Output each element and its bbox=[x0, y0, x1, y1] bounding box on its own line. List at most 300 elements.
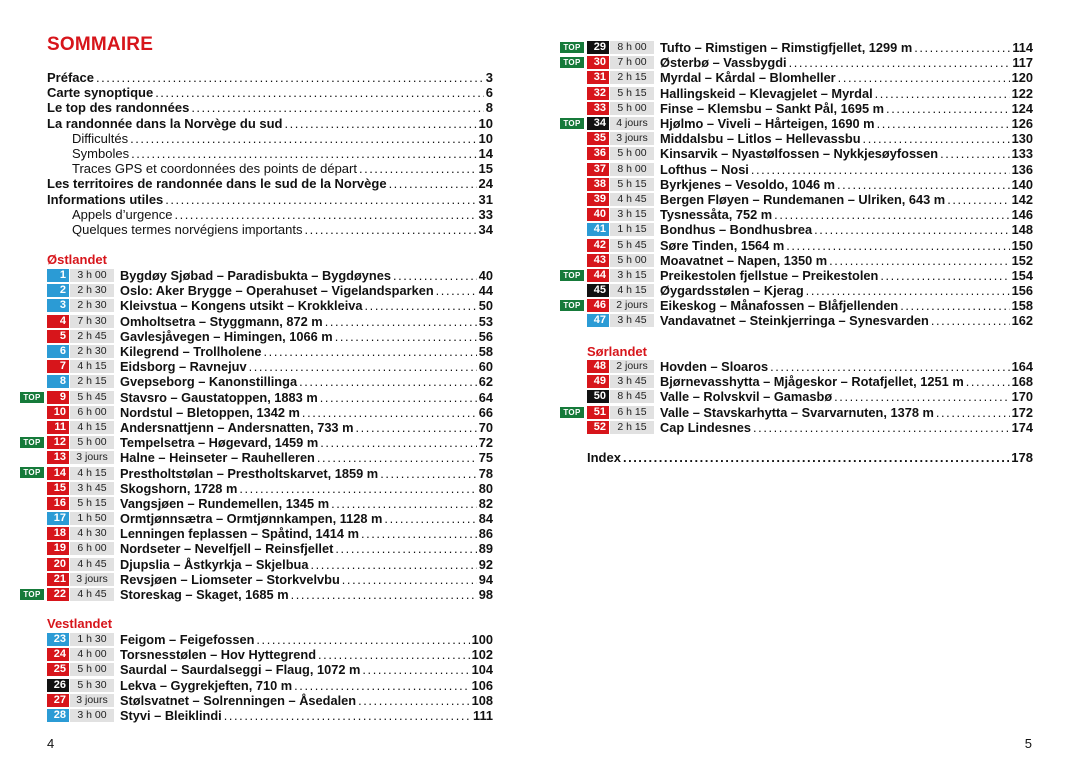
route-duration: 2 h 15 bbox=[610, 421, 654, 434]
route-number-badge: 11 bbox=[47, 421, 69, 434]
route-entry[interactable] bbox=[587, 222, 1033, 237]
route-title: Cap Lindesnes bbox=[660, 419, 752, 435]
route-duration: 2 h 45 bbox=[70, 330, 114, 343]
route-page: 70 bbox=[478, 419, 493, 435]
route-title: Myrdal – Kårdal – Blomheller bbox=[660, 70, 836, 86]
route-title: Bygdøy Sjøbad – Paradisbukta – Bygdøynes bbox=[120, 268, 391, 284]
leader-dots bbox=[355, 420, 476, 435]
route-entry[interactable] bbox=[47, 420, 493, 435]
route-page: 117 bbox=[1012, 55, 1033, 71]
route-page: 150 bbox=[1011, 237, 1033, 253]
route-entry[interactable] bbox=[563, 404, 1033, 420]
route-page: 111 bbox=[473, 708, 493, 724]
route-entry[interactable] bbox=[47, 314, 493, 329]
route-page: 60 bbox=[478, 359, 493, 375]
leader-dots bbox=[966, 374, 1010, 389]
leader-dots bbox=[131, 146, 476, 161]
section-title-vestlandet: Vestlandet bbox=[47, 616, 113, 631]
route-title: Kilegrend – Trollholene bbox=[120, 344, 262, 360]
route-duration: 2 h 30 bbox=[70, 299, 114, 312]
toc-entry-label: Symboles bbox=[72, 145, 130, 161]
route-title: Hovden – Sloaros bbox=[660, 359, 769, 375]
toc-entry-page: 6 bbox=[485, 85, 493, 101]
route-number-badge: 39 bbox=[587, 193, 609, 206]
route-duration: 5 h 45 bbox=[610, 239, 654, 252]
leader-dots bbox=[320, 435, 477, 450]
leader-dots bbox=[436, 283, 477, 298]
leader-dots bbox=[829, 253, 1010, 268]
route-duration: 5 h 00 bbox=[70, 436, 114, 449]
route-duration: 4 h 15 bbox=[70, 360, 114, 373]
route-page: 78 bbox=[478, 465, 493, 481]
section-title-sorlandet: Sørlandet bbox=[587, 344, 647, 359]
route-page: 146 bbox=[1011, 207, 1033, 223]
toc-entry-label: Préface bbox=[47, 70, 94, 85]
toc-entry[interactable] bbox=[47, 85, 493, 100]
route-title: Preikestolen fjellstue – Preikestolen bbox=[660, 267, 879, 283]
top-badge: TOP bbox=[560, 407, 584, 418]
route-page: 44 bbox=[478, 283, 493, 299]
leader-dots bbox=[380, 466, 477, 481]
top-badge: TOP bbox=[560, 300, 584, 311]
route-page: 82 bbox=[478, 495, 493, 511]
right-page bbox=[540, 0, 1080, 770]
route-title: Hjølmo – Viveli – Hårteigen, 1690 m bbox=[660, 116, 875, 132]
route-list-vestlandet bbox=[47, 632, 493, 723]
route-title: Prestholtstølan – Prestholtskarvet, 1859 m bbox=[120, 465, 379, 481]
route-entry[interactable] bbox=[587, 313, 1033, 328]
toc-entry-page: 8 bbox=[485, 100, 493, 116]
route-entry[interactable] bbox=[563, 267, 1033, 283]
route-number-badge: 33 bbox=[587, 102, 609, 115]
route-number-badge: 4 bbox=[47, 315, 69, 328]
route-number-badge: 3 bbox=[47, 299, 69, 312]
route-page: 72 bbox=[478, 435, 493, 451]
route-duration: 4 h 45 bbox=[70, 558, 114, 571]
route-page: 64 bbox=[478, 389, 493, 405]
top-badge: TOP bbox=[20, 392, 44, 403]
leader-dots bbox=[331, 496, 477, 511]
route-title: Vandavatnet – Steinkjerringa – Synesvarden bbox=[660, 313, 929, 329]
route-title: Finse – Klemsbu – Sankt Pål, 1695 m bbox=[660, 100, 885, 116]
toc-entry[interactable] bbox=[47, 192, 493, 207]
route-page: 172 bbox=[1011, 404, 1033, 420]
leader-dots bbox=[335, 329, 477, 344]
route-number-badge: 51 bbox=[587, 406, 609, 419]
route-duration: 2 jours bbox=[610, 360, 654, 373]
route-title: Nordstul – Bletoppen, 1342 m bbox=[120, 404, 300, 420]
toc-entry-page: 10 bbox=[478, 130, 493, 146]
leader-dots bbox=[165, 192, 476, 207]
route-entry[interactable] bbox=[47, 557, 493, 572]
toc-entry[interactable] bbox=[47, 176, 493, 191]
route-duration: 4 h 15 bbox=[70, 421, 114, 434]
route-title: Nordseter – Nevelfjell – Reinsfjellet bbox=[120, 541, 334, 557]
route-title: Moavatnet – Napen, 1350 m bbox=[660, 252, 828, 268]
route-duration: 4 h 00 bbox=[70, 648, 114, 661]
route-number-badge: 37 bbox=[587, 163, 609, 176]
route-entry[interactable] bbox=[587, 389, 1033, 404]
route-number-badge: 36 bbox=[587, 147, 609, 160]
route-number-badge: 24 bbox=[47, 648, 69, 661]
route-entry[interactable] bbox=[587, 253, 1033, 268]
toc-entry-page: 3 bbox=[485, 70, 493, 85]
route-entry[interactable] bbox=[23, 465, 493, 481]
route-duration: 3 jours bbox=[610, 132, 654, 145]
route-duration: 3 h 45 bbox=[70, 482, 114, 495]
route-duration: 7 h 00 bbox=[610, 56, 654, 69]
route-title: Skogshorn, 1728 m bbox=[120, 480, 238, 496]
route-duration: 3 jours bbox=[70, 573, 114, 586]
top-badge: TOP bbox=[560, 118, 584, 129]
index-entry[interactable] bbox=[587, 450, 1033, 465]
route-entry[interactable] bbox=[563, 116, 1033, 132]
leader-dots bbox=[342, 572, 477, 587]
leader-dots bbox=[875, 86, 1010, 101]
route-title: Ormtjønnsætra – Ormtjønnkampen, 1128 m bbox=[120, 511, 383, 527]
route-number-badge: 25 bbox=[47, 663, 69, 676]
route-entry[interactable] bbox=[47, 359, 493, 374]
toc-entry-label: Appels d’urgence bbox=[72, 206, 173, 222]
route-number-badge: 32 bbox=[587, 87, 609, 100]
route-page: 174 bbox=[1011, 419, 1033, 435]
top-badge: TOP bbox=[560, 270, 584, 281]
leader-dots bbox=[940, 146, 1010, 161]
toc-entry-page: 33 bbox=[478, 206, 493, 222]
leader-dots bbox=[291, 587, 477, 602]
route-title: Torsnesstølen – Hov Hyttegrend bbox=[120, 647, 317, 663]
route-number-badge: 22 bbox=[47, 588, 69, 601]
route-number-badge: 23 bbox=[47, 633, 69, 646]
route-number-badge: 47 bbox=[587, 314, 609, 327]
route-number-badge: 41 bbox=[587, 223, 609, 236]
leader-dots bbox=[130, 131, 476, 146]
route-duration: 1 h 50 bbox=[70, 512, 114, 525]
toc-entry-page: 31 bbox=[478, 191, 493, 207]
route-number-badge: 44 bbox=[587, 269, 609, 282]
route-page: 140 bbox=[1011, 176, 1033, 192]
leader-dots bbox=[393, 268, 477, 283]
route-number-badge: 45 bbox=[587, 284, 609, 297]
route-duration: 5 h 15 bbox=[610, 178, 654, 191]
route-entry[interactable] bbox=[47, 496, 493, 511]
route-duration: 5 h 00 bbox=[70, 663, 114, 676]
leader-dots bbox=[318, 647, 470, 662]
route-title: Feigom – Feigefossen bbox=[120, 632, 255, 648]
route-duration: 8 h 00 bbox=[610, 41, 654, 54]
route-duration: 6 h 00 bbox=[70, 406, 114, 419]
toc-entry[interactable] bbox=[47, 70, 493, 85]
section-title-ostlandet: Østlandet bbox=[47, 252, 107, 267]
route-entry[interactable] bbox=[23, 587, 493, 603]
route-title: Bergen Fløyen – Rundemanen – Ulriken, 643 m bbox=[660, 191, 946, 207]
leader-dots bbox=[900, 298, 1009, 313]
index-page: 178 bbox=[1011, 450, 1033, 465]
leader-dots bbox=[814, 222, 1009, 237]
route-duration: 2 h 30 bbox=[70, 284, 114, 297]
top-badge: TOP bbox=[560, 57, 584, 68]
route-duration: 4 h 45 bbox=[610, 193, 654, 206]
route-entry[interactable] bbox=[587, 162, 1033, 177]
leader-dots bbox=[305, 222, 477, 237]
route-page: 122 bbox=[1011, 85, 1033, 101]
route-page: 50 bbox=[478, 298, 493, 314]
route-page: 56 bbox=[478, 328, 493, 344]
toc-entry[interactable] bbox=[47, 222, 493, 237]
toc-entry-label: Carte synoptique bbox=[47, 85, 154, 101]
leader-dots bbox=[96, 70, 484, 85]
route-entry[interactable] bbox=[47, 632, 493, 647]
route-entry[interactable] bbox=[587, 420, 1033, 435]
route-number-badge: 2 bbox=[47, 284, 69, 297]
route-entry[interactable] bbox=[587, 359, 1033, 374]
route-page: 102 bbox=[471, 647, 493, 663]
route-entry[interactable] bbox=[47, 450, 493, 465]
route-number-badge: 34 bbox=[587, 117, 609, 130]
route-duration: 4 jours bbox=[610, 117, 654, 130]
route-number-badge: 8 bbox=[47, 375, 69, 388]
route-entry[interactable] bbox=[587, 70, 1033, 85]
route-title: Bondhus – Bondhusbrea bbox=[660, 222, 813, 238]
leader-dots bbox=[789, 55, 1011, 70]
route-number-badge: 27 bbox=[47, 694, 69, 707]
toc-entry[interactable] bbox=[47, 116, 493, 131]
route-title: Kleivstua – Kongens utsikt – Krokkleiva bbox=[120, 298, 363, 314]
route-entry[interactable] bbox=[587, 283, 1033, 298]
route-page: 98 bbox=[478, 587, 493, 603]
route-entry[interactable] bbox=[47, 374, 493, 389]
route-page: 152 bbox=[1011, 252, 1033, 268]
route-entry[interactable] bbox=[47, 572, 493, 587]
route-number-badge: 1 bbox=[47, 269, 69, 282]
route-title: Tempelsetra – Høgevard, 1459 m bbox=[120, 435, 319, 451]
route-number-badge: 31 bbox=[587, 71, 609, 84]
route-entry[interactable] bbox=[47, 678, 493, 693]
page-number: 5 bbox=[1024, 736, 1032, 751]
route-number-badge: 6 bbox=[47, 345, 69, 358]
route-title: Andersnattjenn – Andersnatten, 733 m bbox=[120, 419, 354, 435]
leader-dots bbox=[751, 162, 1010, 177]
route-number-badge: 10 bbox=[47, 406, 69, 419]
leader-dots bbox=[191, 100, 483, 115]
top-badge: TOP bbox=[20, 589, 44, 600]
page-title: SOMMAIRE bbox=[47, 34, 154, 55]
leader-dots bbox=[931, 313, 1010, 328]
route-entry[interactable] bbox=[587, 131, 1033, 146]
route-number-badge: 14 bbox=[47, 467, 69, 480]
leader-dots bbox=[302, 405, 477, 420]
route-duration: 1 h 15 bbox=[610, 223, 654, 236]
route-page: 100 bbox=[471, 632, 493, 648]
top-badge: TOP bbox=[20, 467, 44, 478]
route-entry[interactable] bbox=[563, 40, 1033, 56]
leader-dots bbox=[317, 450, 477, 465]
route-entry[interactable] bbox=[587, 374, 1033, 389]
leader-dots bbox=[786, 238, 1009, 253]
route-title: Styvi – Bleiklindi bbox=[120, 708, 222, 724]
top-badge: TOP bbox=[20, 437, 44, 448]
leader-dots bbox=[838, 70, 1010, 85]
route-title: Storeskag – Skaget, 1685 m bbox=[120, 587, 289, 603]
route-page: 130 bbox=[1011, 131, 1033, 147]
route-number-badge: 49 bbox=[587, 375, 609, 388]
route-entry[interactable] bbox=[23, 389, 493, 405]
leader-dots bbox=[914, 40, 1010, 55]
route-duration: 8 h 45 bbox=[610, 390, 654, 403]
route-entry[interactable] bbox=[47, 511, 493, 526]
route-entry[interactable] bbox=[47, 405, 493, 420]
route-duration: 6 h 15 bbox=[610, 406, 654, 419]
toc-entry[interactable] bbox=[47, 131, 493, 146]
leader-dots bbox=[361, 526, 477, 541]
leader-dots bbox=[264, 344, 477, 359]
route-duration: 1 h 30 bbox=[70, 633, 114, 646]
route-number-badge: 20 bbox=[47, 558, 69, 571]
route-number-badge: 5 bbox=[47, 330, 69, 343]
leader-dots bbox=[389, 176, 477, 191]
route-entry[interactable] bbox=[47, 541, 493, 556]
route-entry[interactable] bbox=[47, 481, 493, 496]
toc-entry[interactable] bbox=[47, 100, 493, 115]
route-number-badge: 15 bbox=[47, 482, 69, 495]
route-page: 53 bbox=[478, 313, 493, 329]
leader-dots bbox=[936, 405, 1010, 420]
leader-dots bbox=[285, 116, 477, 131]
leader-dots bbox=[299, 374, 477, 389]
route-page: 168 bbox=[1011, 374, 1033, 390]
leader-dots bbox=[806, 283, 1010, 298]
route-page: 142 bbox=[1011, 191, 1033, 207]
route-entry[interactable] bbox=[47, 268, 493, 283]
leader-dots bbox=[358, 693, 470, 708]
route-title: Stølsvatnet – Solrenningen – Åsedalen bbox=[120, 692, 357, 708]
leader-dots bbox=[880, 268, 1009, 283]
route-entry[interactable] bbox=[563, 55, 1033, 71]
route-duration: 3 h 45 bbox=[610, 375, 654, 388]
leader-dots bbox=[623, 450, 1009, 465]
route-duration: 6 h 00 bbox=[70, 542, 114, 555]
route-entry[interactable] bbox=[47, 662, 493, 677]
route-duration: 5 h 45 bbox=[70, 391, 114, 404]
route-duration: 2 h 15 bbox=[70, 375, 114, 388]
toc-entry-page: 24 bbox=[478, 176, 493, 192]
leader-dots bbox=[239, 481, 476, 496]
leader-dots bbox=[174, 207, 476, 222]
route-page: 40 bbox=[478, 268, 493, 284]
leader-dots bbox=[294, 678, 470, 693]
route-number-badge: 16 bbox=[47, 497, 69, 510]
leader-dots bbox=[311, 557, 477, 572]
route-entry[interactable] bbox=[587, 237, 1033, 252]
route-duration: 7 h 30 bbox=[70, 315, 114, 328]
route-page: 124 bbox=[1011, 100, 1033, 116]
route-title: Lofthus – Nosi bbox=[660, 161, 749, 177]
route-title: Tysnessåta, 752 m bbox=[660, 207, 773, 223]
route-title: Byrkjenes – Vesoldo, 1046 m bbox=[660, 176, 835, 192]
route-entry[interactable] bbox=[47, 298, 493, 313]
route-entry[interactable] bbox=[587, 146, 1033, 161]
toc-entry-page: 15 bbox=[478, 161, 493, 177]
route-entry[interactable] bbox=[47, 329, 493, 344]
toc-entry-label: Traces GPS et coordonnées des points de départ bbox=[72, 161, 357, 177]
route-page: 75 bbox=[478, 450, 493, 466]
route-number-badge: 52 bbox=[587, 421, 609, 434]
route-entry[interactable] bbox=[587, 207, 1033, 222]
leader-dots bbox=[224, 708, 471, 723]
route-title: Halne – Heinseter – Rauhelleren bbox=[120, 450, 315, 466]
route-title: Øygardsstølen – Kjerag bbox=[660, 283, 804, 299]
route-title: Revsjøen – Liomseter – Storkvelvbu bbox=[120, 571, 340, 587]
toc-entry[interactable] bbox=[47, 207, 493, 222]
route-title: Østerbø – Vassbygdi bbox=[660, 55, 787, 71]
route-page: 136 bbox=[1011, 161, 1033, 177]
route-entry[interactable] bbox=[587, 192, 1033, 207]
toc-entry-label: Quelques termes norvégiens importants bbox=[72, 221, 303, 237]
route-duration: 4 h 45 bbox=[70, 588, 114, 601]
route-entry[interactable] bbox=[47, 693, 493, 708]
toc-entry[interactable] bbox=[47, 146, 493, 161]
route-duration: 4 h 30 bbox=[70, 527, 114, 540]
toc-entry-label: La randonnée dans la Norvège du sud bbox=[47, 115, 283, 131]
route-number-badge: 46 bbox=[587, 299, 609, 312]
route-entry[interactable] bbox=[47, 526, 493, 541]
leader-dots bbox=[359, 161, 477, 176]
route-duration: 2 h 15 bbox=[610, 71, 654, 84]
route-title: Hallingskeid – Klevagjelet – Myrdal bbox=[660, 85, 873, 101]
route-page: 156 bbox=[1011, 283, 1033, 299]
route-number-badge: 38 bbox=[587, 178, 609, 191]
leader-dots bbox=[837, 177, 1010, 192]
route-duration: 3 jours bbox=[70, 694, 114, 707]
route-page: 104 bbox=[471, 662, 493, 678]
route-page: 162 bbox=[1011, 313, 1033, 329]
route-entry[interactable] bbox=[587, 177, 1033, 192]
route-number-badge: 30 bbox=[587, 56, 609, 69]
route-list-vestlandet-continued bbox=[563, 40, 1033, 329]
route-entry[interactable] bbox=[587, 86, 1033, 101]
route-number-badge: 17 bbox=[47, 512, 69, 525]
route-entry[interactable] bbox=[47, 344, 493, 359]
leader-dots bbox=[335, 541, 476, 556]
route-duration: 4 h 15 bbox=[70, 467, 114, 480]
route-duration: 5 h 15 bbox=[70, 497, 114, 510]
route-page: 84 bbox=[478, 511, 493, 527]
route-entry[interactable] bbox=[47, 708, 493, 723]
route-number-badge: 29 bbox=[587, 41, 609, 54]
toc-entry-page: 14 bbox=[478, 145, 493, 161]
route-title: Valle – Rolvskvil – Gamasbø bbox=[660, 389, 833, 405]
index-label: Index bbox=[587, 450, 621, 465]
route-entry[interactable] bbox=[23, 435, 493, 451]
route-title: Eikeskog – Månafossen – Blåfjellenden bbox=[660, 298, 899, 314]
route-entry[interactable] bbox=[563, 298, 1033, 314]
toc-entry[interactable] bbox=[47, 161, 493, 176]
route-title: Eidsborg – Ravnejuv bbox=[120, 359, 247, 375]
route-number-badge: 48 bbox=[587, 360, 609, 373]
route-entry[interactable] bbox=[47, 283, 493, 298]
route-title: Saurdal – Saurdalseggi – Flaug, 1072 m bbox=[120, 662, 361, 678]
route-entry[interactable] bbox=[587, 101, 1033, 116]
page-number: 4 bbox=[47, 736, 55, 751]
route-title: Stavsro – Gaustatoppen, 1883 m bbox=[120, 389, 318, 405]
route-duration: 5 h 00 bbox=[610, 102, 654, 115]
route-entry[interactable] bbox=[47, 647, 493, 662]
route-number-badge: 12 bbox=[47, 436, 69, 449]
route-page: 133 bbox=[1011, 146, 1033, 162]
route-page: 89 bbox=[478, 541, 493, 557]
route-number-badge: 18 bbox=[47, 527, 69, 540]
top-badge: TOP bbox=[560, 42, 584, 53]
